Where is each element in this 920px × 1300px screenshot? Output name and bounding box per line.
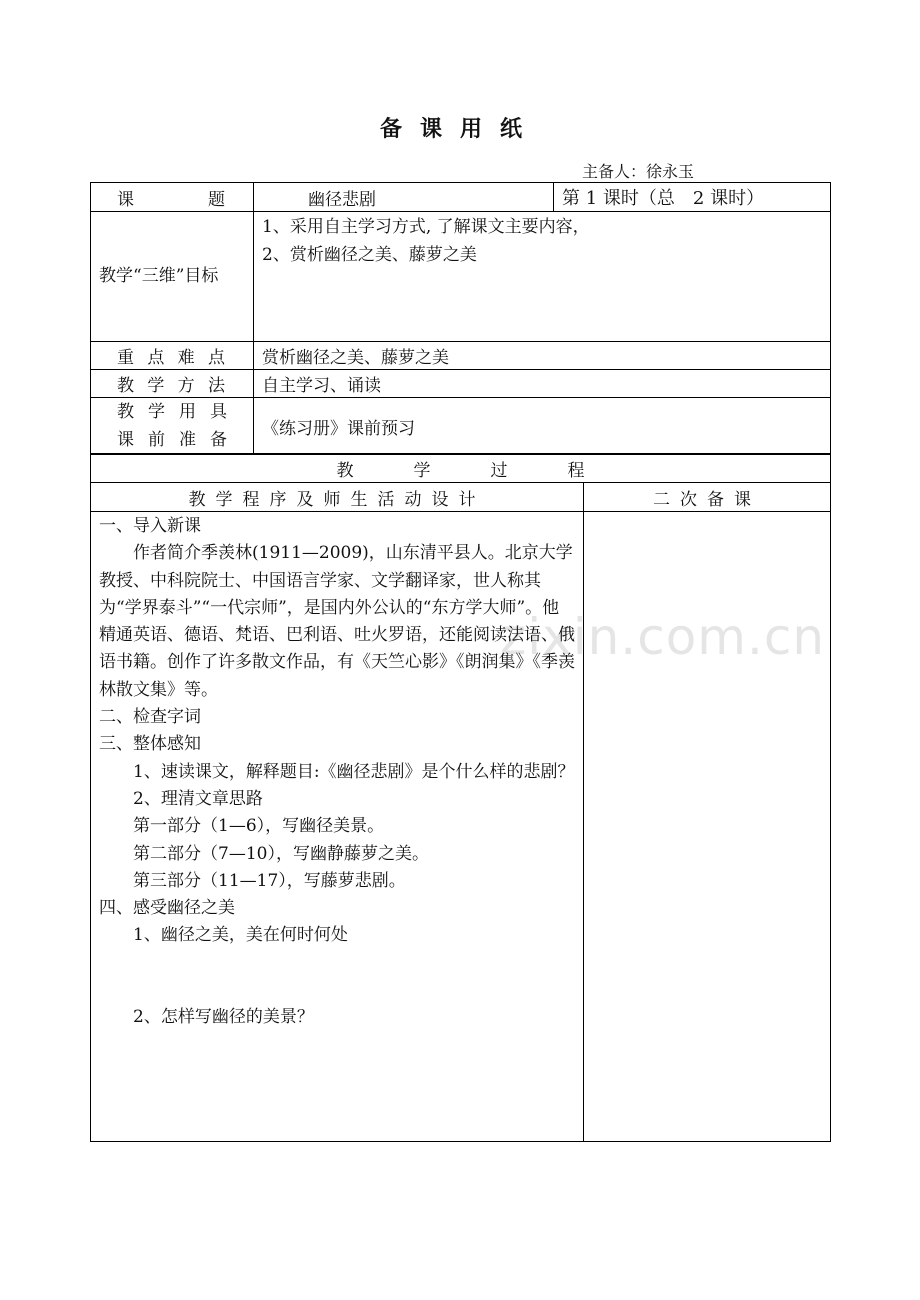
topic-row — [91, 183, 831, 212]
tools-label — [91, 398, 254, 455]
goals-row — [91, 212, 831, 342]
answer-space — [99, 950, 575, 1004]
page-title: 备课用纸 — [379, 116, 540, 142]
author-intro: 作者简介季羡林(1911—2009)，山东清平县人。北京大学教授、中科院院士、中国语言学家、文学翻译家，世人称其为“学界泰斗”“一代宗师”，是国内外公认的“东方学大师”。他精通英语、德语、梵语、巴利语、吐火罗语，还能阅读法语、俄语书籍。创作了许多散文作品，有《天竺心影》《朗润集》《季羡林散文集》等。 — [99, 543, 575, 700]
column-header-row — [91, 483, 831, 512]
section-heading: 三、整体感知 — [99, 734, 201, 755]
period-info: 第 1 课时（总 2 课时） — [554, 183, 831, 212]
goals-label: 教学“三维”目标 — [91, 212, 254, 342]
method-value: 自主学习、诵读 — [254, 370, 831, 398]
process-header: 教学过程 — [91, 454, 831, 483]
key-value: 赏析幽径之美、藤萝之美 — [254, 342, 831, 370]
process-body-row — [91, 512, 831, 1142]
question-item: 2、怎样写幽径的美景？ — [133, 1006, 314, 1027]
section-heading: 一、导入新课 — [99, 516, 201, 536]
goal-item: 2、赏析幽径之美、藤萝之美 — [262, 245, 477, 265]
design-content — [91, 512, 584, 1142]
design-column-header: 教学程序及师生活动设计 — [91, 483, 584, 512]
key-row — [91, 342, 831, 370]
method-row — [91, 370, 831, 398]
topic-value: 幽径悲剧 — [254, 183, 554, 212]
tools-row — [91, 398, 831, 455]
structure-part: 第三部分（11—17），写藤萝悲剧。 — [133, 870, 406, 891]
goal-item: 1、采用自主学习方式, 了解课文主要内容， — [262, 217, 590, 237]
method-label: 教学方法 — [91, 370, 254, 398]
question-item: 1、幽径之美，美在何时何处 — [133, 925, 348, 946]
goals-cell — [254, 212, 831, 342]
tools-label-line: 教学用具 — [117, 402, 227, 422]
process-header-row — [91, 454, 831, 483]
key-label: 重点难点 — [91, 342, 254, 370]
structure-part: 第一部分（1—6），写幽径美景。 — [133, 816, 385, 837]
question-item: 2、理清文章思路 — [133, 788, 263, 809]
watermark: zixin.com.cn — [500, 608, 826, 666]
second-prep-area — [584, 512, 831, 1142]
tools-label-line: 课前准备 — [117, 430, 227, 450]
question-item: 1、速读课文，解释题目:《幽径悲剧》是个什么样的悲剧？ — [133, 761, 575, 782]
section-heading: 二、检查字词 — [99, 707, 201, 728]
preparer: 主备人：徐永玉 — [582, 162, 695, 181]
structure-part: 第二部分（7—10），写幽静藤萝之美。 — [133, 843, 429, 864]
topic-label: 课 题 — [91, 183, 254, 212]
process-table — [90, 453, 831, 1142]
tools-value: 《练习册》课前预习 — [254, 398, 831, 455]
info-table — [90, 182, 831, 455]
section-heading: 四、感受幽径之美 — [99, 898, 235, 919]
second-prep-column-header: 二次备课 — [584, 483, 831, 512]
